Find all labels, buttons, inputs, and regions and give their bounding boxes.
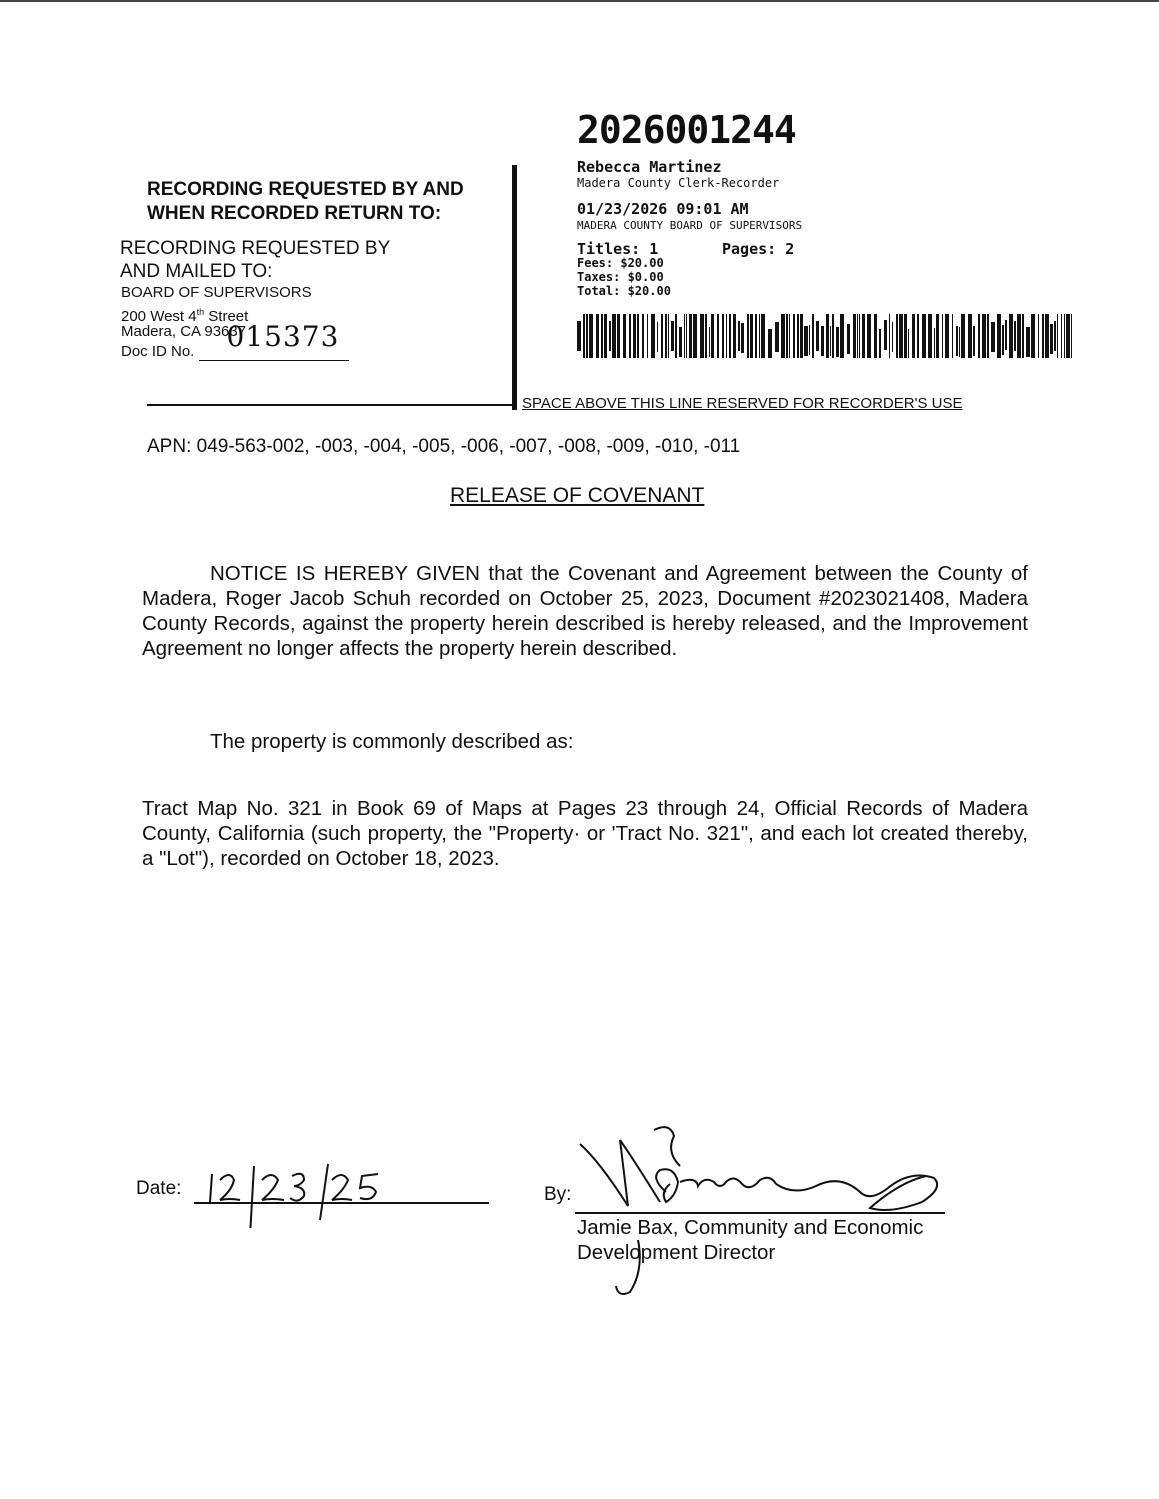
top-border-rule	[0, 0, 1159, 2]
property-intro: The property is commonly described as:	[210, 730, 574, 753]
recording-heading-line1: RECORDING REQUESTED BY AND	[147, 179, 464, 200]
recorded-datetime: 01/23/2026 09:01 AM	[577, 200, 749, 218]
doc-id-handwritten: 015373	[226, 320, 340, 353]
titles-count: Titles: 1	[577, 240, 659, 258]
addressee: BOARD OF SUPERVISORS	[121, 284, 312, 301]
signer-line1: Jamie Bax, Community and Economic	[577, 1216, 924, 1239]
apn-line: APN: 049-563-002, -003, -004, -005, -006, -007, -008, -009, -010, -011	[147, 436, 741, 457]
notice-paragraph: NOTICE IS HEREBY GIVEN that the Covenant and Agreement between the County of Madera, Roger Jacob Schuh recorded on October 25, 2023, Document #2023021408, Madera County Records, against the property herein described is hereby released, and the Improvement Agreement no longer affects the property herein described.	[142, 562, 1028, 660]
doc-id-field	[199, 320, 349, 361]
recorder-name: Rebecca Martinez	[577, 158, 722, 176]
taxes-amount: Taxes: $0.00	[577, 270, 664, 284]
recording-sub-line1: RECORDING REQUESTED BY	[120, 238, 391, 259]
recording-heading-line2: WHEN RECORDED RETURN TO:	[147, 203, 442, 224]
recorder-reserved-notice: SPACE ABOVE THIS LINE RESERVED FOR RECORDER'S USE	[522, 395, 963, 412]
property-description: Tract Map No. 321 in Book 69 of Maps at Pages 23 through 24, Official Records of Madera County, California (such property, the "Property· or 'Tract No. 321", and each lot created thereby, a "Lot"), recorded on October 18, 2023.	[142, 797, 1028, 870]
horizontal-divider	[147, 404, 514, 406]
by-label: By:	[544, 1184, 572, 1205]
signer-name-title	[577, 1215, 923, 1265]
handwritten-date	[200, 1158, 430, 1228]
recording-agency: MADERA COUNTY BOARD OF SUPERVISORS	[577, 219, 803, 232]
document-title: RELEASE OF COVENANT	[450, 484, 705, 507]
city-address: Madera, CA 93637	[121, 323, 247, 340]
signer-line2: Development Director	[577, 1241, 776, 1264]
street-address: 200 West 4th Street	[121, 307, 249, 325]
pages-count: Pages: 2	[722, 240, 795, 258]
recorder-title: Madera County Clerk-Recorder	[577, 176, 780, 190]
recorded-document-number: 2026001244	[577, 108, 796, 152]
vertical-divider	[512, 165, 517, 410]
date-label: Date:	[136, 1178, 182, 1199]
recording-sub-line2: AND MAILED TO:	[120, 261, 273, 282]
doc-id-label: Doc ID No.	[121, 343, 195, 360]
fees-amount: Fees: $20.00	[577, 256, 664, 270]
recording-barcode	[577, 314, 1075, 358]
total-amount: Total: $20.00	[577, 284, 671, 298]
